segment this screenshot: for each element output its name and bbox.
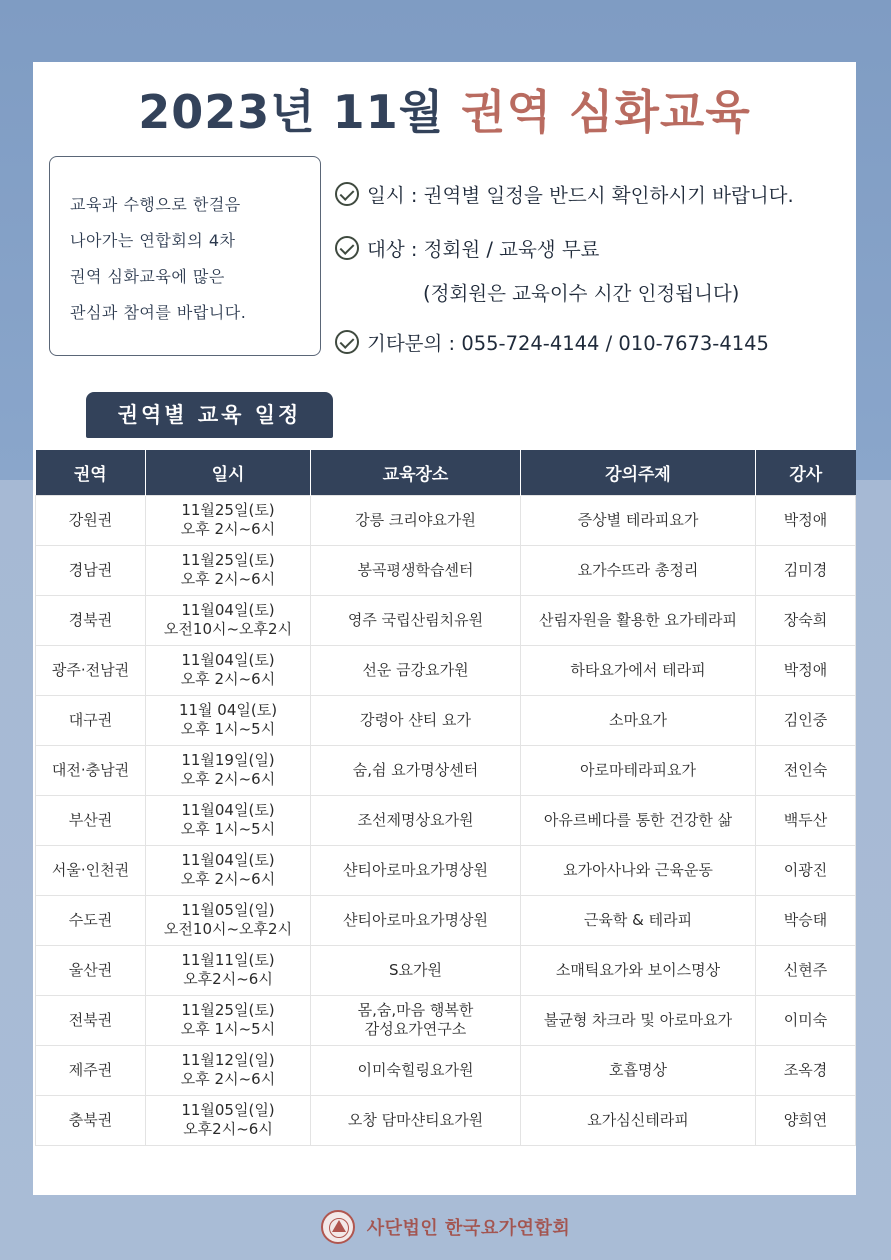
info-date-text: 일시 : 권역별 일정을 반드시 확인하시기 바랍니다. — [367, 184, 794, 207]
table-row — [36, 895, 856, 945]
place-cell: 이미숙힐링요가원 — [311, 1045, 521, 1095]
topic-cell: 근육학 & 테라피 — [521, 895, 756, 945]
column-header: 교육장소 — [311, 450, 521, 495]
schedule-body — [36, 495, 856, 1145]
intro-line: 교육과 수행으로 한걸음 — [70, 195, 241, 214]
date-time: 오후 2시~6시 — [180, 870, 276, 888]
region-cell: 대구권 — [36, 695, 146, 745]
region-cell: 제주권 — [36, 1045, 146, 1095]
date-time: 오후 1시~5시 — [180, 720, 276, 738]
region-cell: 강원권 — [36, 495, 146, 545]
date-cell — [146, 1095, 311, 1145]
info-target — [335, 234, 600, 262]
intro-line: 나아가는 연합회의 4차 — [70, 231, 236, 250]
organization-logo-icon — [321, 1210, 355, 1244]
table-row — [36, 595, 856, 645]
place-cell: 조선제명상요가원 — [311, 795, 521, 845]
topic-cell: 아로마테라피요가 — [521, 745, 756, 795]
intro-line: 권역 심화교육에 많은 — [70, 267, 225, 286]
date-time: 오전10시~오후2시 — [163, 620, 293, 638]
instructor-cell: 신현주 — [756, 945, 856, 995]
date-day: 11월25일(토) — [181, 551, 275, 569]
instructor-cell: 양희연 — [756, 1095, 856, 1145]
region-cell: 서울·인천권 — [36, 845, 146, 895]
footer — [0, 1204, 891, 1250]
check-circle-icon — [335, 236, 359, 260]
info-target-text: 대상 : 정회원 / 교육생 무료 — [367, 238, 600, 261]
region-cell: 울산권 — [36, 945, 146, 995]
region-cell: 부산권 — [36, 795, 146, 845]
date-time: 오후 2시~6시 — [180, 670, 276, 688]
date-time: 오전10시~오후2시 — [163, 920, 293, 938]
info-contact — [335, 328, 769, 356]
organization-name: 사단법인 한국요가연합회 — [366, 1218, 571, 1239]
info-target-note: (정회원은 교육이수 시간 인정됩니다) — [423, 282, 740, 305]
date-day: 11월11일(토) — [181, 951, 275, 969]
date-cell — [146, 595, 311, 645]
info-date — [335, 180, 794, 208]
region-cell: 전북권 — [36, 995, 146, 1045]
date-cell — [146, 745, 311, 795]
instructor-cell: 장숙희 — [756, 595, 856, 645]
column-header: 강사 — [756, 450, 856, 495]
place-cell: 샨티아로마요가명상원 — [311, 895, 521, 945]
instructor-cell: 이미숙 — [756, 995, 856, 1045]
date-time: 오후 1시~5시 — [180, 820, 276, 838]
title-main: 2023년 11월 — [138, 85, 445, 139]
topic-cell: 산림자원을 활용한 요가테라피 — [521, 595, 756, 645]
place-cell: 오창 담마샨티요가원 — [311, 1095, 521, 1145]
table-row — [36, 945, 856, 995]
date-cell — [146, 945, 311, 995]
intro-box — [49, 156, 321, 356]
topic-cell: 하타요가에서 테라피 — [521, 645, 756, 695]
date-cell — [146, 495, 311, 545]
date-cell — [146, 795, 311, 845]
date-time: 오후 2시~6시 — [180, 520, 276, 538]
date-day: 11월25일(토) — [181, 501, 275, 519]
region-cell: 경남권 — [36, 545, 146, 595]
instructor-cell: 백두산 — [756, 795, 856, 845]
place-cell: 봉곡평생학습센터 — [311, 545, 521, 595]
date-cell — [146, 545, 311, 595]
date-time: 오후2시~6시 — [183, 1120, 273, 1138]
table-header-row — [36, 450, 856, 495]
date-day: 11월 04일(토) — [178, 701, 278, 719]
instructor-cell: 전인숙 — [756, 745, 856, 795]
date-day: 11월05일(일) — [181, 1101, 275, 1119]
date-cell — [146, 1045, 311, 1095]
instructor-cell: 김인중 — [756, 695, 856, 745]
date-time: 오후 2시~6시 — [180, 1070, 276, 1088]
place-cell: 숨,쉼 요가명상센터 — [311, 745, 521, 795]
date-cell — [146, 845, 311, 895]
table-row — [36, 795, 856, 845]
date-cell — [146, 995, 311, 1045]
check-circle-icon — [335, 182, 359, 206]
date-cell — [146, 645, 311, 695]
date-day: 11월04일(토) — [181, 851, 275, 869]
region-cell: 대전·충남권 — [36, 745, 146, 795]
page-title — [33, 76, 856, 142]
date-day: 11월25일(토) — [181, 1001, 275, 1019]
date-day: 11월05일(일) — [181, 901, 275, 919]
date-time: 오후 2시~6시 — [180, 570, 276, 588]
date-time: 오후2시~6시 — [183, 970, 273, 988]
date-cell — [146, 695, 311, 745]
intro-line: 관심과 참여를 바랍니다. — [70, 303, 247, 322]
table-row — [36, 1045, 856, 1095]
region-cell: 수도권 — [36, 895, 146, 945]
place-cell: 샨티아로마요가명상원 — [311, 845, 521, 895]
table-row — [36, 645, 856, 695]
topic-cell: 요가심신테라피 — [521, 1095, 756, 1145]
topic-cell: 증상별 테라피요가 — [521, 495, 756, 545]
date-day: 11월04일(토) — [181, 601, 275, 619]
table-row — [36, 1095, 856, 1145]
instructor-cell: 박승태 — [756, 895, 856, 945]
check-circle-icon — [335, 330, 359, 354]
column-header: 일시 — [146, 450, 311, 495]
place-cell: 선운 금강요가원 — [311, 645, 521, 695]
topic-cell: 요가수뜨라 총정리 — [521, 545, 756, 595]
topic-cell: 소매틱요가와 보이스명상 — [521, 945, 756, 995]
place-cell: 강릉 크리야요가원 — [311, 495, 521, 545]
poster-sheet — [33, 62, 856, 1195]
table-row — [36, 495, 856, 545]
place-cell: S요가원 — [311, 945, 521, 995]
table-row — [36, 845, 856, 895]
instructor-cell: 김미경 — [756, 545, 856, 595]
column-header: 강의주제 — [521, 450, 756, 495]
place-cell: 강령아 샨티 요가 — [311, 695, 521, 745]
topic-cell: 불균형 차크라 및 아로마요가 — [521, 995, 756, 1045]
date-day: 11월12일(일) — [181, 1051, 275, 1069]
date-day: 11월04일(토) — [181, 801, 275, 819]
topic-cell: 요가아사나와 근육운동 — [521, 845, 756, 895]
place-cell: 영주 국립산림치유원 — [311, 595, 521, 645]
date-time: 오후 2시~6시 — [180, 770, 276, 788]
instructor-cell: 박정애 — [756, 645, 856, 695]
place-cell: 몸,숨,마음 행복한 감성요가연구소 — [311, 995, 521, 1045]
instructor-cell: 조옥경 — [756, 1045, 856, 1095]
topic-cell: 호흡명상 — [521, 1045, 756, 1095]
table-row — [36, 745, 856, 795]
date-time: 오후 1시~5시 — [180, 1020, 276, 1038]
region-cell: 충북권 — [36, 1095, 146, 1145]
region-cell: 광주·전남권 — [36, 645, 146, 695]
date-day: 11월19일(일) — [181, 751, 275, 769]
table-row — [36, 995, 856, 1045]
table-row — [36, 545, 856, 595]
date-day: 11월04일(토) — [181, 651, 275, 669]
title-accent: 권역 심화교육 — [461, 85, 751, 139]
info-contact-text: 기타문의 : 055-724-4144 / 010-7673-4145 — [367, 332, 769, 355]
topic-cell: 아유르베다를 통한 건강한 삶 — [521, 795, 756, 845]
column-header: 권역 — [36, 450, 146, 495]
region-cell: 경북권 — [36, 595, 146, 645]
schedule-table — [35, 450, 856, 1146]
topic-cell: 소마요가 — [521, 695, 756, 745]
instructor-cell: 이광진 — [756, 845, 856, 895]
schedule-tab: 권역별 교육 일정 — [86, 392, 333, 438]
instructor-cell: 박정애 — [756, 495, 856, 545]
table-row — [36, 695, 856, 745]
date-cell — [146, 895, 311, 945]
